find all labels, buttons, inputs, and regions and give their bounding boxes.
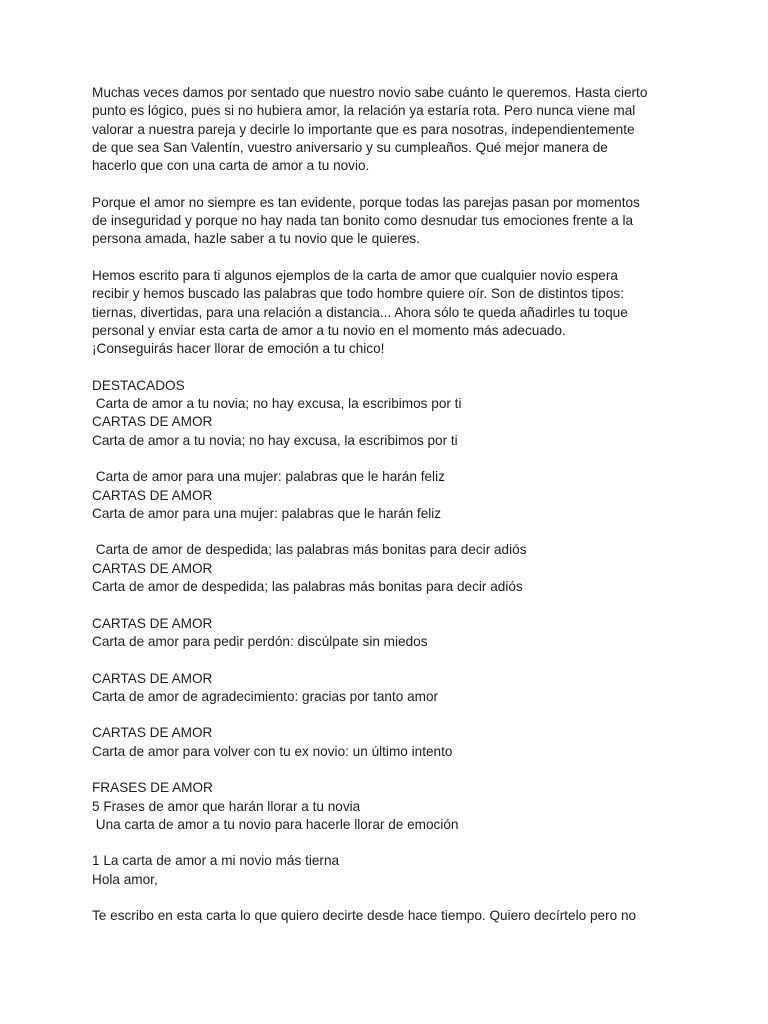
text-line: 5 Frases de amor que harán llorar a tu novia bbox=[92, 798, 361, 814]
text-line: Carta de amor para una mujer: palabras que le harán feliz bbox=[92, 505, 442, 521]
category-label: CARTAS DE AMOR bbox=[92, 725, 213, 741]
text-line: persona amada, hazle saber a tu novio que le quieres. bbox=[92, 231, 420, 247]
category-label: FRASES DE AMOR bbox=[92, 780, 213, 796]
blank-line bbox=[92, 706, 728, 724]
text-line: Carta de amor de despedida; las palabras más bonitas para decir adiós bbox=[92, 579, 523, 595]
blank-line bbox=[92, 889, 728, 907]
category-label: CARTAS DE AMOR bbox=[92, 670, 213, 686]
blank-line bbox=[92, 761, 728, 779]
text-line: personal y enviar esta carta de amor a tu novio en el momento más adecuado. bbox=[92, 322, 566, 338]
text-line: Carta de amor de agradecimiento: gracias por tanto amor bbox=[92, 688, 439, 704]
text-line: de que sea San Valentín, vuestro aniversario y su cumpleaños. Qué mejor manera de bbox=[92, 139, 608, 155]
text-line: Carta de amor a tu novia; no hay excusa, la escribimos por ti bbox=[92, 432, 458, 448]
blank-line bbox=[92, 834, 728, 852]
category-label: CARTAS DE AMOR bbox=[92, 487, 213, 503]
letter-greeting: Hola amor, bbox=[92, 871, 158, 887]
text-line: Carta de amor de despedida; las palabras más bonitas para decir adiós bbox=[92, 542, 527, 558]
blank-line bbox=[92, 175, 728, 193]
text-line: Una carta de amor a tu novio para hacerle llorar de emoción bbox=[92, 816, 459, 832]
text-line: recibir y hemos buscado las palabras que todo hombre quiere oír. Son de distintos tipos: bbox=[92, 286, 624, 302]
blank-line bbox=[92, 358, 728, 376]
text-line: tiernas, divertidas, para una relación a distancia... Ahora sólo te queda añadirles tu toque bbox=[92, 304, 628, 320]
blank-line bbox=[92, 651, 728, 669]
blank-line bbox=[92, 523, 728, 541]
text-line: Muchas veces damos por sentado que nuestro novio sabe cuánto le queremos. Hasta cierto bbox=[92, 85, 648, 100]
text-line: Carta de amor para volver con tu ex novio: un último intento bbox=[92, 743, 453, 759]
text-line: de inseguridad y porque no hay nada tan bonito como desnudar tus emociones frente a la bbox=[92, 213, 634, 229]
category-label: CARTAS DE AMOR bbox=[92, 414, 213, 430]
text-line: ¡Conseguirás hacer llorar de emoción a tu chico! bbox=[92, 341, 385, 357]
text-line: Carta de amor para una mujer: palabras que le harán feliz bbox=[92, 469, 445, 485]
text-line: Porque el amor no siempre es tan evidente, porque todas las parejas pasan por momentos bbox=[92, 194, 640, 210]
category-label: CARTAS DE AMOR bbox=[92, 615, 213, 631]
text-line: valorar a nuestra pareja y decirle lo importante que es para nosotras, independientemente bbox=[92, 121, 635, 137]
blank-line bbox=[92, 596, 728, 614]
document-body bbox=[92, 84, 728, 926]
text-line: Te escribo en esta carta lo que quiero decirte desde hace tiempo. Quiero decírtelo pero no bbox=[92, 908, 637, 924]
text-line: hacerlo que con una carta de amor a tu novio. bbox=[92, 158, 370, 174]
text-line: Carta de amor a tu novia; no hay excusa, la escribimos por ti bbox=[92, 396, 462, 412]
category-label: CARTAS DE AMOR bbox=[92, 560, 213, 576]
text-line: Hemos escrito para ti algunos ejemplos de la carta de amor que cualquier novio espera bbox=[92, 267, 618, 283]
letter-heading: 1 La carta de amor a mi novio más tierna bbox=[92, 853, 340, 869]
section-heading: DESTACADOS bbox=[92, 377, 185, 393]
text-line: Carta de amor para pedir perdón: discúlpate sin miedos bbox=[92, 633, 428, 649]
text-line: punto es lógico, pues si no hubiera amor, la relación ya estaría rota. Pero nunca viene mal bbox=[92, 103, 636, 119]
blank-line bbox=[92, 450, 728, 468]
blank-line bbox=[92, 249, 728, 267]
